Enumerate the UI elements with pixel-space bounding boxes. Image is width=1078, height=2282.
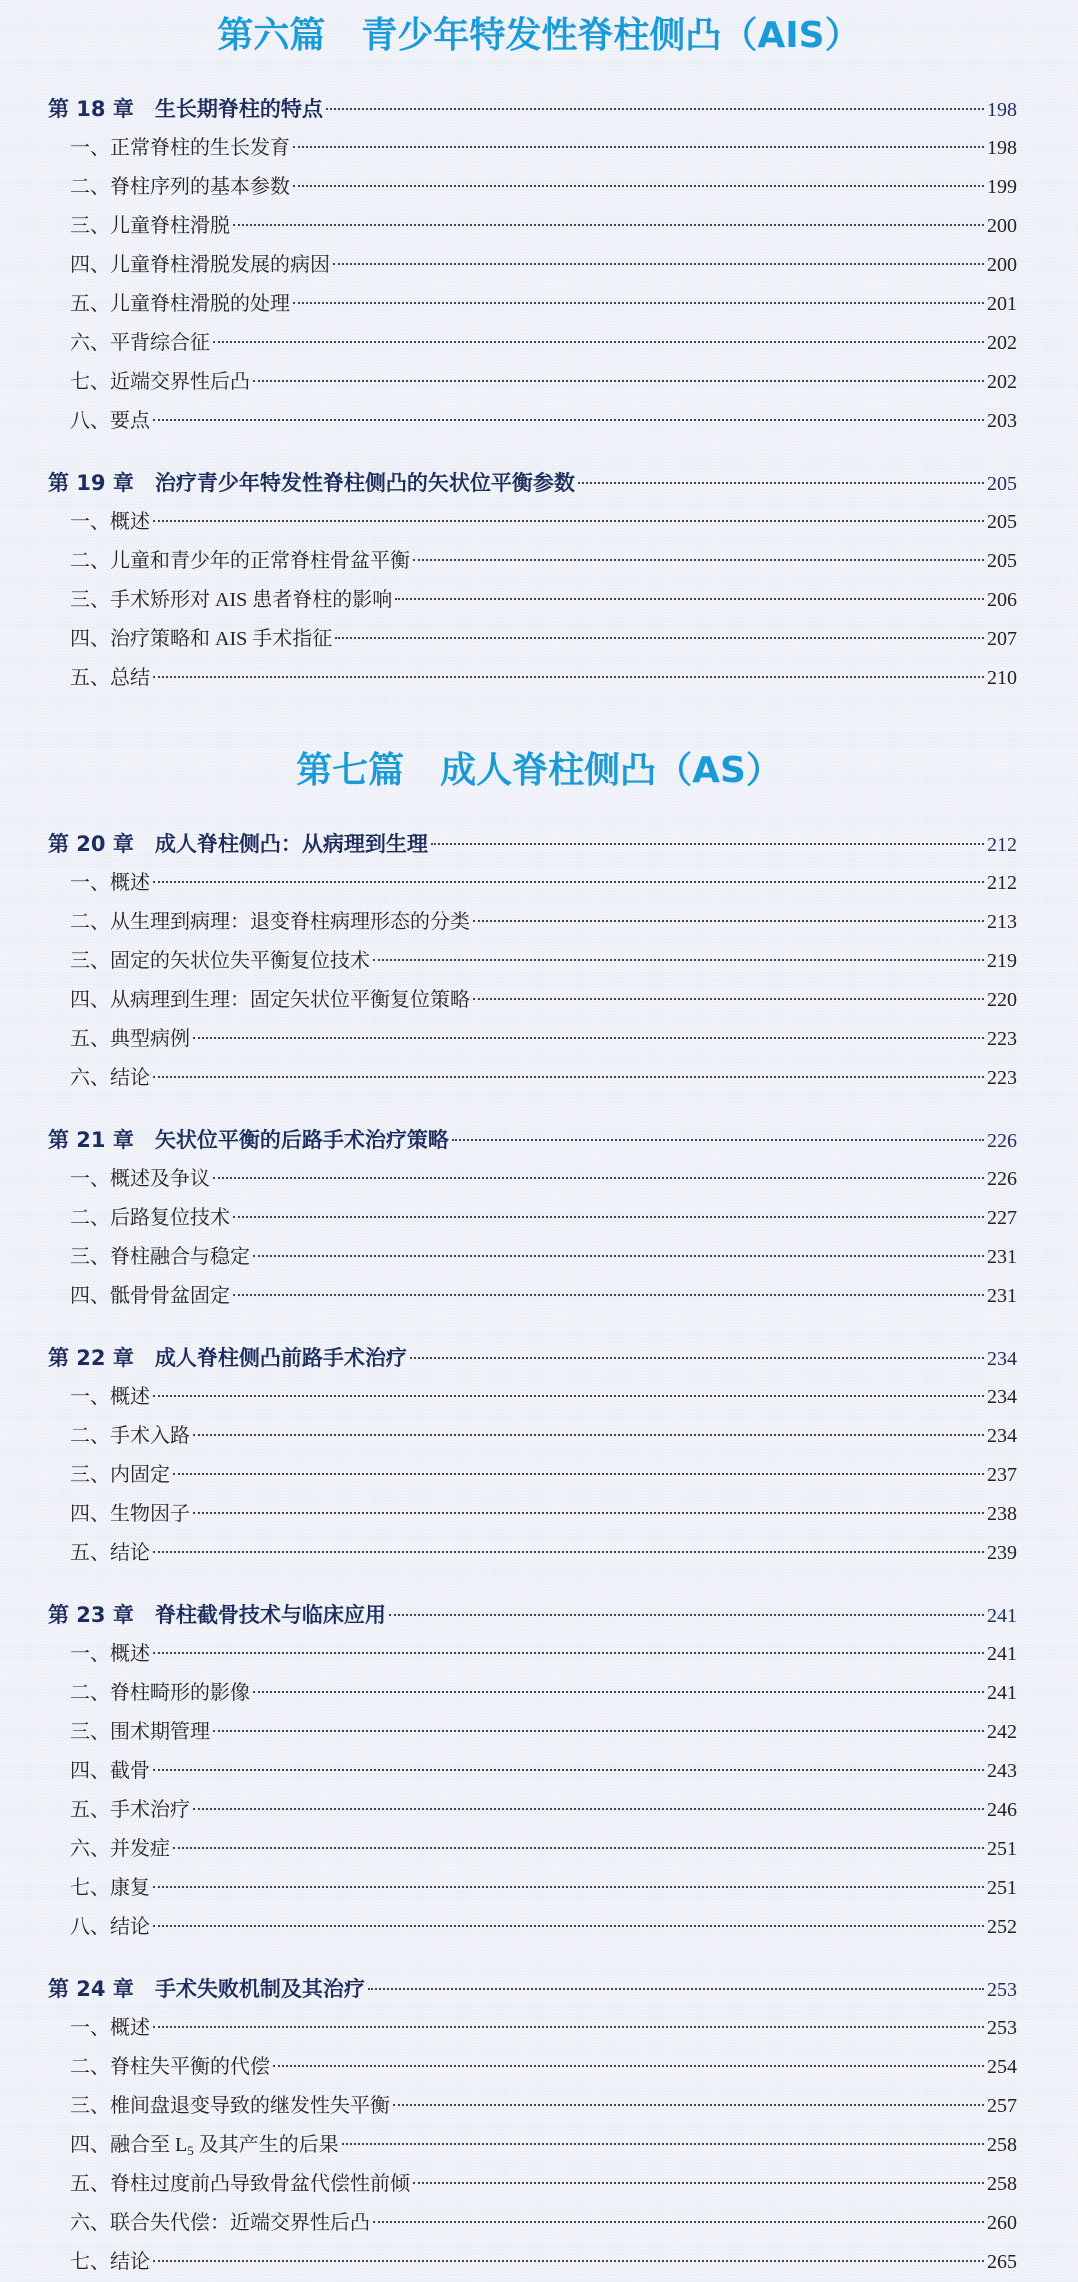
dot-leader <box>153 2026 984 2028</box>
section-entry[interactable] <box>0 2204 1078 2243</box>
dot-leader <box>153 520 984 522</box>
dot-leader <box>373 2221 984 2223</box>
section-entry-label: 二、从生理到病理：退变脊柱病理形态的分类 <box>70 911 470 933</box>
section-entry-label: 二、手术入路 <box>70 1425 190 1447</box>
dot-leader <box>253 380 984 382</box>
section-entry[interactable] <box>0 1238 1078 1277</box>
section-entry[interactable] <box>0 542 1078 581</box>
page-number: 219 <box>987 950 1017 972</box>
section-entry-label: 八、结论 <box>70 1916 150 1938</box>
section-entry-label: 一、概述 <box>70 1643 150 1665</box>
dot-leader <box>395 598 984 600</box>
section-entry-label: 五、脊柱过度前凸导致骨盆代偿性前倾 <box>70 2173 410 2195</box>
section-entry[interactable] <box>0 1791 1078 1830</box>
section-entry-label: 一、概述及争议 <box>70 1168 210 1190</box>
page-number: 226 <box>987 1168 1017 1190</box>
page-number: 238 <box>987 1503 1017 1525</box>
section-entry-label: 一、概述 <box>70 2017 150 2039</box>
page-number: 252 <box>987 1916 1017 1938</box>
section-entry[interactable] <box>0 1277 1078 1316</box>
chapter-heading-label: 第 18 章 生长期脊柱的特点 <box>48 97 323 121</box>
page-number: 239 <box>987 1542 1017 1564</box>
page-number: 202 <box>987 371 1017 393</box>
chapter-heading[interactable] <box>0 825 1078 864</box>
section-entry[interactable] <box>0 1199 1078 1238</box>
section-entry-label: 五、典型病例 <box>70 1028 190 1050</box>
chapter-heading[interactable] <box>0 1339 1078 1378</box>
section-entry[interactable] <box>0 581 1078 620</box>
section-entry-label: 四、骶骨骨盆固定 <box>70 1285 230 1307</box>
section-entry[interactable] <box>0 1752 1078 1791</box>
chapter-heading-label: 第 22 章 成人脊柱侧凸前路手术治疗 <box>48 1346 407 1370</box>
section-entry[interactable] <box>0 402 1078 441</box>
chapter-heading-label: 第 19 章 治疗青少年特发性脊柱侧凸的矢状位平衡参数 <box>48 471 575 495</box>
page-number: 203 <box>987 410 1017 432</box>
section-entry[interactable] <box>0 285 1078 324</box>
section-entry-label: 一、概述 <box>70 1386 150 1408</box>
chapter-heading-label: 第 20 章 成人脊柱侧凸：从病理到生理 <box>48 832 428 856</box>
page-number: 237 <box>987 1464 1017 1486</box>
chapter-heading-label: 第 23 章 脊柱截骨技术与临床应用 <box>48 1603 386 1627</box>
section-entry[interactable] <box>0 2009 1078 2048</box>
chapter-block <box>0 464 1078 698</box>
page-number: 258 <box>987 2134 1017 2156</box>
page-number: 200 <box>987 254 1017 276</box>
dot-leader <box>233 1294 984 1296</box>
section-entry[interactable] <box>0 864 1078 903</box>
page-number: 242 <box>987 1721 1017 1743</box>
section-entry-label: 七、结论 <box>70 2251 150 2273</box>
dot-leader <box>153 1925 984 1927</box>
dot-leader <box>153 419 984 421</box>
dot-leader <box>410 1357 984 1359</box>
chapter-block <box>0 1970 1078 2282</box>
page-number: 258 <box>987 2173 1017 2195</box>
dot-leader <box>452 1139 984 1141</box>
chapter-block <box>0 1121 1078 1316</box>
page-number: 251 <box>987 1877 1017 1899</box>
page-number: 241 <box>987 1643 1017 1665</box>
dot-leader <box>153 1076 984 1078</box>
section-entry-label: 二、儿童和青少年的正常脊柱骨盆平衡 <box>70 550 410 572</box>
section-entry-label: 三、椎间盘退变导致的继发性失平衡 <box>70 2095 390 2117</box>
chapter-heading[interactable] <box>0 464 1078 503</box>
page-number: 205 <box>987 473 1017 495</box>
section-entry-label: 六、平背综合征 <box>70 332 210 354</box>
section-entry-label: 二、后路复位技术 <box>70 1207 230 1229</box>
section-entry[interactable] <box>0 981 1078 1020</box>
dot-leader <box>193 1808 984 1810</box>
page-number: 212 <box>987 872 1017 894</box>
page-number: 241 <box>987 1605 1017 1627</box>
section-entry[interactable] <box>0 1869 1078 1908</box>
section-entry[interactable] <box>0 1534 1078 1573</box>
section-entry-label: 八、要点 <box>70 410 150 432</box>
chapter-block <box>0 1596 1078 1947</box>
label-text: 四、融合至 L <box>70 2134 188 2156</box>
label-text-after: 及其产生的后果 <box>193 2134 339 2156</box>
dot-leader <box>389 1614 984 1616</box>
section-entry[interactable] <box>0 1059 1078 1098</box>
dot-leader <box>473 920 984 922</box>
dot-leader <box>326 108 984 110</box>
section-entry[interactable] <box>0 2243 1078 2282</box>
section-entry[interactable] <box>0 620 1078 659</box>
page-number: 246 <box>987 1799 1017 1821</box>
section-entry-label: 六、结论 <box>70 1067 150 1089</box>
page-number: 223 <box>987 1028 1017 1050</box>
dot-leader <box>368 1988 984 1990</box>
section-entry-label: 五、儿童脊柱滑脱的处理 <box>70 293 290 315</box>
section-entry-label: 三、固定的矢状位失平衡复位技术 <box>70 950 370 972</box>
section-entry-label: 二、脊柱序列的基本参数 <box>70 176 290 198</box>
chapter-block <box>0 1339 1078 1573</box>
section-entry[interactable] <box>0 1160 1078 1199</box>
dot-leader <box>293 185 984 187</box>
page-number: 234 <box>987 1348 1017 1370</box>
section-entry-label: 四、儿童脊柱滑脱发展的病因 <box>70 254 330 276</box>
page-number: 205 <box>987 550 1017 572</box>
section-entry-label: 三、儿童脊柱滑脱 <box>70 215 230 237</box>
section-entry[interactable] <box>0 1020 1078 1059</box>
page-number: 260 <box>987 2212 1017 2234</box>
dot-leader <box>153 1769 984 1771</box>
dot-leader <box>193 1512 984 1514</box>
page-number: 213 <box>987 911 1017 933</box>
chapter-heading[interactable] <box>0 90 1078 129</box>
section-entry[interactable] <box>0 168 1078 207</box>
page-number: 231 <box>987 1246 1017 1268</box>
dot-leader <box>173 1473 984 1475</box>
section-entry[interactable] <box>0 1635 1078 1674</box>
dot-leader <box>253 1691 984 1693</box>
dot-leader <box>153 676 984 678</box>
page-number: 231 <box>987 1285 1017 1307</box>
dot-leader <box>253 1255 984 1257</box>
dot-leader <box>373 959 984 961</box>
section-entry-label: 四、从病理到生理：固定矢状位平衡复位策略 <box>70 989 470 1011</box>
subscript: 5 <box>187 2143 194 2158</box>
section-entry[interactable] <box>0 207 1078 246</box>
section-entry[interactable] <box>0 324 1078 363</box>
dot-leader <box>293 146 984 148</box>
section-entry[interactable] <box>0 1417 1078 1456</box>
section-entry[interactable] <box>0 1830 1078 1869</box>
section-entry[interactable] <box>0 2126 1078 2165</box>
section-entry-label: 二、脊柱失平衡的代偿 <box>70 2056 270 2078</box>
page-number: 234 <box>987 1425 1017 1447</box>
section-entry[interactable] <box>0 1674 1078 1713</box>
dot-leader <box>153 2260 984 2262</box>
page-number: 199 <box>987 176 1017 198</box>
page-number: 227 <box>987 1207 1017 1229</box>
dot-leader <box>431 843 984 845</box>
dot-leader <box>193 1037 984 1039</box>
page-number: 253 <box>987 2017 1017 2039</box>
section-entry-label: 一、概述 <box>70 872 150 894</box>
page-number: 241 <box>987 1682 1017 1704</box>
page-number: 234 <box>987 1386 1017 1408</box>
page-number: 212 <box>987 834 1017 856</box>
part-title: 第六篇 青少年特发性脊柱侧凸（AIS） <box>217 15 861 56</box>
dot-leader <box>233 1216 984 1218</box>
page-number: 205 <box>987 511 1017 533</box>
section-entry[interactable] <box>0 2087 1078 2126</box>
dot-leader <box>335 637 984 639</box>
section-entry[interactable] <box>0 903 1078 942</box>
dot-leader <box>273 2065 984 2067</box>
page-number: 226 <box>987 1130 1017 1152</box>
dot-leader <box>173 1847 984 1849</box>
chapter-heading[interactable] <box>0 1970 1078 2009</box>
section-entry[interactable] <box>0 1908 1078 1947</box>
section-entry[interactable] <box>0 1378 1078 1417</box>
page-number: 257 <box>987 2095 1017 2117</box>
part-spacer <box>0 721 1078 743</box>
page-number: 200 <box>987 215 1017 237</box>
dot-leader <box>578 482 984 484</box>
dot-leader <box>213 341 984 343</box>
section-entry[interactable] <box>0 503 1078 542</box>
chapter-heading[interactable] <box>0 1121 1078 1160</box>
section-entry-label: 六、并发症 <box>70 1838 170 1860</box>
section-entry-label: 一、概述 <box>70 511 150 533</box>
section-entry-label: 三、内固定 <box>70 1464 170 1486</box>
chapter-block <box>0 90 1078 441</box>
section-entry-label <box>70 2126 339 2166</box>
section-entry-label: 二、脊柱畸形的影像 <box>70 1682 250 1704</box>
page-number: 202 <box>987 332 1017 354</box>
dot-leader <box>413 2182 984 2184</box>
section-entry-label: 六、联合失代偿：近端交界性后凸 <box>70 2212 370 2234</box>
section-entry[interactable] <box>0 942 1078 981</box>
page-number: 198 <box>987 137 1017 159</box>
dot-leader <box>413 559 984 561</box>
section-entry[interactable] <box>0 1456 1078 1495</box>
page-number: 251 <box>987 1838 1017 1860</box>
dot-leader <box>153 881 984 883</box>
chapter-heading-label: 第 21 章 矢状位平衡的后路手术治疗策略 <box>48 1128 449 1152</box>
page-number: 243 <box>987 1760 1017 1782</box>
dot-leader <box>393 2104 984 2106</box>
chapter-heading-label: 第 24 章 手术失败机制及其治疗 <box>48 1977 365 2001</box>
dot-leader <box>293 302 984 304</box>
chapter-heading[interactable] <box>0 1596 1078 1635</box>
page-number: 210 <box>987 667 1017 689</box>
section-entry-label: 三、手术矫形对 AIS 患者脊柱的影响 <box>70 589 393 611</box>
page-number: 207 <box>987 628 1017 650</box>
page-number: 198 <box>987 99 1017 121</box>
section-entry[interactable] <box>0 363 1078 402</box>
dot-leader <box>213 1177 984 1179</box>
section-entry-label: 七、近端交界性后凸 <box>70 371 250 393</box>
section-entry-label: 三、脊柱融合与稳定 <box>70 1246 250 1268</box>
section-entry-label: 五、手术治疗 <box>70 1799 190 1821</box>
section-entry-label: 五、结论 <box>70 1542 150 1564</box>
dot-leader <box>153 1395 984 1397</box>
page-number: 253 <box>987 1979 1017 2001</box>
page-number: 201 <box>987 293 1017 315</box>
dot-leader <box>333 263 984 265</box>
dot-leader <box>213 1730 984 1732</box>
dot-leader <box>153 1652 984 1654</box>
page-number: 223 <box>987 1067 1017 1089</box>
section-entry[interactable] <box>0 129 1078 168</box>
section-entry-label: 五、总结 <box>70 667 150 689</box>
section-entry[interactable] <box>0 2048 1078 2087</box>
section-entry[interactable] <box>0 1713 1078 1752</box>
section-entry-label: 四、治疗策略和 AIS 手术指征 <box>70 628 333 650</box>
page-number: 206 <box>987 589 1017 611</box>
dot-leader <box>153 1886 984 1888</box>
dot-leader <box>342 2143 984 2145</box>
dot-leader <box>473 998 984 1000</box>
section-entry-label: 一、正常脊柱的生长发育 <box>70 137 290 159</box>
section-entry-label: 七、康复 <box>70 1877 150 1899</box>
section-entry-label: 四、截骨 <box>70 1760 150 1782</box>
section-entry-label: 四、生物因子 <box>70 1503 190 1525</box>
page-number: 254 <box>987 2056 1017 2078</box>
section-entry[interactable] <box>0 246 1078 285</box>
part-title: 第七篇 成人脊柱侧凸（AS） <box>296 750 782 791</box>
dot-leader <box>153 1551 984 1553</box>
chapter-block <box>0 825 1078 1098</box>
dot-leader <box>233 224 984 226</box>
dot-leader <box>193 1434 984 1436</box>
section-entry[interactable] <box>0 1495 1078 1534</box>
section-entry[interactable] <box>0 659 1078 698</box>
section-entry-label: 三、围术期管理 <box>70 1721 210 1743</box>
section-entry[interactable] <box>0 2165 1078 2204</box>
page-number: 220 <box>987 989 1017 1011</box>
page-number: 265 <box>987 2251 1017 2273</box>
